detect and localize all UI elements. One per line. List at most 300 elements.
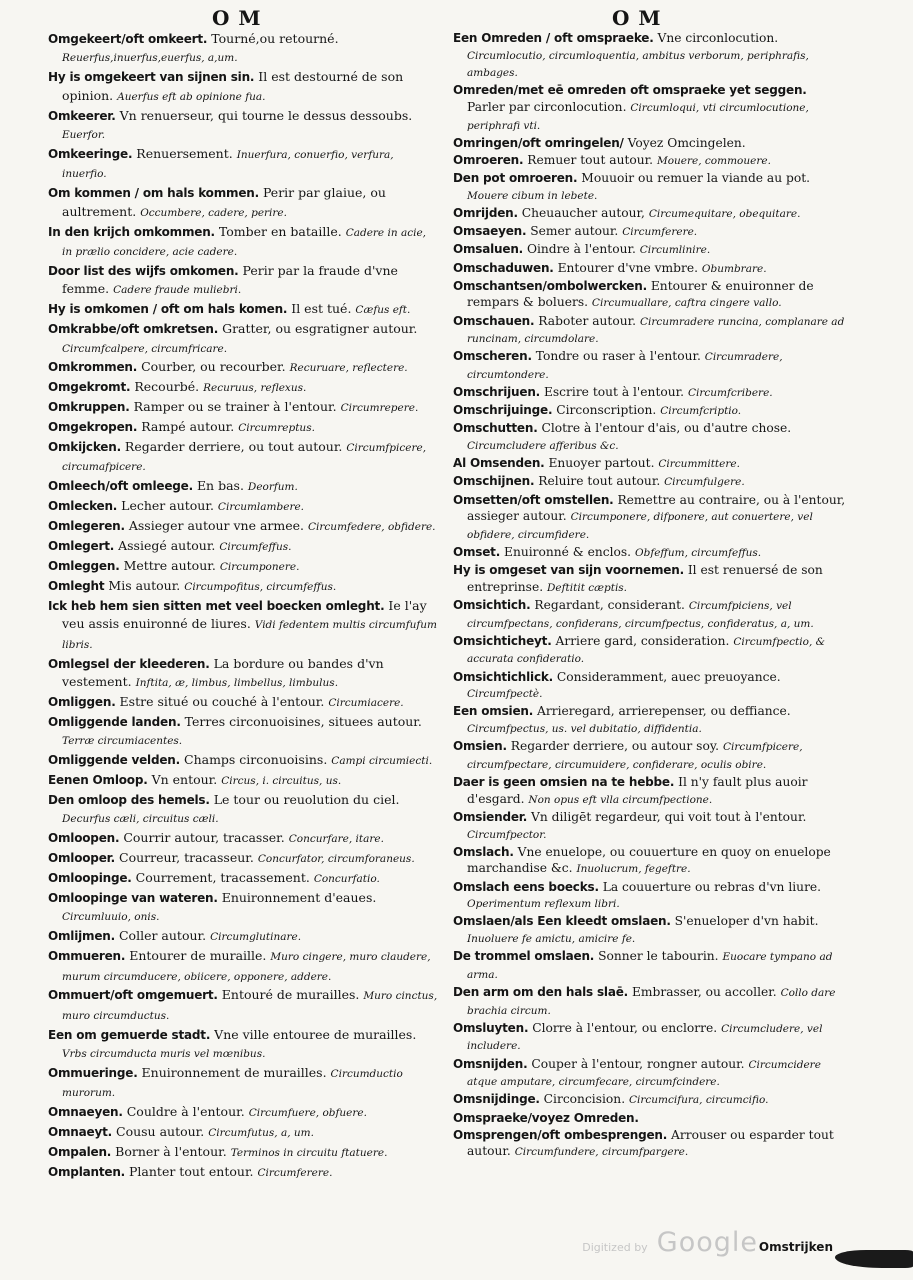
latin-gloss: Circumfpicere, circumfpectare, circumuidere, confiderare, oculis obire.	[467, 741, 803, 771]
dictionary-entry	[453, 1091, 846, 1109]
headword: Omliggende landen.	[48, 714, 181, 729]
headword: Omloopen.	[48, 831, 120, 846]
headword: Omnaeyen.	[48, 1105, 123, 1120]
headword: Omschauen.	[453, 313, 535, 328]
latin-gloss: Concurfator, circumforaneus.	[257, 853, 415, 866]
headword: Omsaeyen.	[453, 224, 527, 239]
french-gloss: Courreur, tracasseur.	[119, 850, 254, 866]
french-gloss: Tourné,ou retourné.	[211, 31, 339, 46]
headword: Omsichticheyt.	[453, 633, 552, 648]
headword: Omsichtich.	[453, 598, 531, 612]
latin-gloss: Inuerfura, conuerfio, verfura, inuerfio.	[62, 148, 394, 181]
french-gloss: Il n'y fault plus auoir d'esgard.	[467, 775, 808, 806]
french-gloss: Entourer d'vne vmbre.	[557, 260, 698, 275]
latin-gloss: Cæfus eft.	[355, 304, 411, 317]
latin-gloss: Circumequitare, obequitare.	[648, 208, 801, 221]
header-right-mark: O M	[612, 6, 662, 30]
latin-gloss: Circummittere.	[658, 458, 740, 471]
french-gloss: Remuer tout autour.	[527, 153, 654, 168]
latin-gloss: Inuolucrum, fegeftre.	[576, 863, 691, 876]
dictionary-entry	[453, 809, 846, 843]
dictionary-entry	[48, 791, 438, 829]
latin-gloss: Campi circumiecti.	[331, 755, 433, 768]
headword: Omloopinge van wateren.	[48, 890, 218, 905]
french-gloss: La couuerture ou rebras d'vn liure.	[602, 879, 822, 894]
headword: Omschrijuen.	[453, 385, 541, 400]
french-gloss: Rampé autour.	[141, 419, 235, 435]
french-gloss: Champs circonuoisins.	[184, 752, 328, 768]
latin-gloss: Circumfeffus.	[219, 541, 292, 554]
latin-gloss: Deorfum.	[247, 481, 298, 494]
french-gloss: Gratter, ou esgratigner autour.	[222, 321, 418, 337]
latin-gloss: Operimentum reflexum libri.	[467, 898, 620, 911]
headword: Omroeren.	[453, 153, 524, 168]
french-gloss: Remettre au contraire, ou à l'entour, assieger autour.	[467, 492, 846, 524]
dictionary-entry	[453, 738, 846, 773]
latin-gloss: Recuruare, reflectere.	[289, 362, 408, 375]
french-gloss: Enuironnement d'eaues.	[221, 889, 377, 905]
headword: Hy is omkomen / oft om hals komen.	[48, 302, 288, 317]
latin-gloss: Circus, i. circuitus, us.	[221, 774, 342, 787]
dictionary-entry	[48, 145, 438, 184]
french-gloss: Vn entour.	[151, 771, 218, 787]
french-gloss: Consideramment, auec preuoyance.	[556, 669, 781, 684]
french-gloss: Couper à l'entour, rongner autour.	[531, 1056, 745, 1071]
latin-gloss: Decurfus cæli, circuitus cæli.	[62, 813, 219, 826]
headword: Omschaduwen.	[453, 260, 554, 275]
latin-gloss: Occumbere, cadere, perire.	[140, 206, 287, 219]
french-gloss: Courrir autour, tracasser.	[123, 830, 285, 846]
headword: Omslaen/als Een kleedt omslaen.	[453, 914, 671, 929]
french-gloss: Il est destourné de son opinion.	[62, 69, 404, 103]
dictionary-entry	[453, 348, 846, 383]
french-gloss: Escrire tout à l'entour.	[543, 385, 685, 400]
latin-gloss: Circumfundere, circumfpargere.	[514, 1146, 689, 1159]
french-gloss: Il est tué.	[291, 301, 352, 317]
latin-gloss: Euocare tympano ad arma.	[467, 951, 833, 981]
headword: Omkeeringe.	[48, 146, 133, 161]
headword: Omslach eens boecks.	[453, 879, 599, 894]
latin-gloss: Circumradere runcina, complanare ad runcinam, circumdolare.	[467, 315, 845, 346]
french-gloss: Enuironné & enclos.	[504, 545, 632, 560]
headword: Omlijmen.	[48, 929, 115, 944]
dictionary-entry	[453, 774, 846, 808]
headword: Omliggende velden.	[48, 753, 181, 768]
headword: Omsetten/oft omstellen.	[453, 492, 614, 507]
french-gloss: Sonner le tabourin.	[598, 949, 719, 964]
dictionary-entry	[453, 30, 846, 82]
headword: Omsnijdinge.	[453, 1092, 540, 1107]
latin-gloss: Circumfutus, a, um.	[208, 1127, 314, 1140]
headword: Omlecken.	[48, 499, 118, 514]
headword: Daer is geen omsien na te hebbe.	[453, 775, 675, 790]
french-gloss: Semer autour.	[530, 224, 619, 239]
latin-gloss: Circumfpectio, & accurata confideratio.	[467, 635, 825, 666]
french-gloss: Oindre à l'entour.	[526, 242, 636, 257]
dictionary-entry	[453, 473, 846, 491]
dictionary-entry	[453, 420, 846, 454]
french-gloss: S'enueloper d'vn habit.	[674, 914, 819, 929]
latin-gloss: Circumlambere.	[217, 501, 305, 514]
watermark-logo-text: Google	[656, 1227, 758, 1258]
french-gloss: Coller autour.	[118, 928, 207, 944]
catchword: Omstrijken	[758, 1240, 833, 1254]
headword: Ommueringe.	[48, 1066, 138, 1081]
latin-gloss: Circumloqui, vti circumlocutione, periphrafi vti.	[467, 102, 809, 132]
dictionary-entry	[453, 1127, 846, 1161]
french-gloss: Estre situé ou couché à l'entour.	[119, 693, 325, 709]
headword: Ompalen.	[48, 1145, 112, 1160]
headword: Hy is omgekeert van sijnen sin.	[48, 70, 255, 85]
latin-gloss: Circumfpectus, us. vel dubitatio, diffidentia.	[467, 723, 702, 736]
latin-gloss: Recuruus, reflexus.	[203, 382, 307, 395]
latin-gloss: Circumfcalpere, circumfricare.	[62, 342, 228, 355]
headword: Door list des wijfs omkomen.	[48, 263, 239, 278]
headword: Omkrommen.	[48, 360, 138, 375]
dictionary-entry	[48, 927, 438, 946]
french-gloss: Embrasser, ou accoller.	[631, 984, 777, 999]
latin-gloss: Circumcludere, vel includere.	[467, 1022, 823, 1053]
dictionary-entry	[453, 1020, 846, 1055]
latin-gloss: Circumlocutio, circumloquentia, ambitus verborum, periphrafis, ambages.	[467, 49, 809, 80]
dictionary-entry	[48, 1064, 438, 1103]
french-gloss: Borner à l'entour.	[115, 1144, 227, 1160]
latin-gloss: Mouere cibum in lebete.	[467, 189, 598, 202]
dictionary-entry	[453, 241, 846, 259]
dictionary-entry	[48, 300, 438, 319]
french-gloss: Clorre à l'entour, ou enclorre.	[532, 1020, 718, 1035]
dictionary-entry	[48, 577, 438, 596]
french-gloss: Ie l'ay veu assis enuironné de liures.	[62, 597, 427, 632]
french-gloss: Cousu autour.	[116, 1124, 205, 1140]
french-gloss: Il est renuersé de son entreprinse.	[467, 563, 823, 594]
headword: Ommueren.	[48, 949, 126, 964]
french-gloss: Raboter autour.	[538, 313, 637, 328]
headword: Omsien.	[453, 739, 507, 754]
french-gloss: Arrouser ou esparder tout autour.	[467, 1127, 834, 1159]
latin-gloss: Circumcidere atque amputare, circumfecare, circumfcindere.	[467, 1058, 821, 1089]
dictionary-entry	[48, 378, 438, 397]
left-column	[48, 30, 438, 1183]
headword: Omset.	[453, 545, 501, 560]
latin-gloss: Cadere fraude muliebri.	[113, 284, 242, 297]
headword: Omgekromt.	[48, 380, 131, 395]
dictionary-entry	[48, 713, 438, 751]
french-gloss: Voyez Omcingelen.	[627, 135, 746, 150]
headword: Omleech/oft omleege.	[48, 479, 193, 494]
headword: Omsnijden.	[453, 1056, 528, 1071]
french-gloss: Vne enuelope, ou couuerture en quoy on enuelope marchandise &c.	[467, 844, 831, 876]
dictionary-entry	[453, 170, 846, 204]
latin-gloss: Collo dare brachia circum.	[467, 986, 836, 1017]
ink-smudge	[835, 1250, 913, 1268]
dictionary-entry	[453, 913, 846, 947]
latin-gloss: Terminos in circuitu ftatuere.	[230, 1147, 388, 1160]
page-header	[0, 6, 913, 32]
headword: Omloopinge.	[48, 870, 132, 885]
french-gloss: Le tour ou reuolution du ciel.	[213, 791, 400, 807]
dictionary-entry	[48, 849, 438, 868]
right-column	[453, 30, 846, 1162]
dictionary-entry	[453, 402, 846, 420]
headword: Een Omreden / oft omspraeke.	[453, 31, 654, 45]
headword: Een om gemuerde stadt.	[48, 1027, 211, 1042]
dictionary-entry	[453, 879, 846, 913]
latin-gloss: Circumfpicere, circumafpicere.	[62, 442, 427, 474]
dictionary-entry	[48, 655, 438, 693]
latin-gloss: Concurfatio.	[313, 872, 380, 885]
dictionary-entry	[48, 418, 438, 437]
dictionary-entry	[453, 135, 846, 152]
french-gloss: Vne ville entouree de murailles.	[214, 1026, 417, 1042]
french-gloss: Courber, ou recourber.	[141, 359, 286, 375]
headword: Omschantsen/ombolwercken.	[453, 278, 647, 293]
french-gloss: Parler par circonlocution.	[467, 100, 627, 115]
latin-gloss: Circumuallare, caftra cingere vallo.	[591, 297, 782, 310]
dictionary-entry	[48, 30, 438, 68]
latin-gloss: Vrbs circumducta muris vel mœnibus.	[62, 1048, 266, 1061]
headword: Den pot omroeren.	[453, 171, 578, 186]
latin-gloss: Non opus eft vlla circumfpectione.	[528, 793, 713, 806]
headword: Eenen Omloop.	[48, 772, 148, 787]
french-gloss: En bas.	[196, 478, 244, 494]
latin-gloss: Circumreptus.	[238, 422, 315, 435]
french-gloss: Vn renuerseur, qui tourne le dessus dessoubs.	[119, 107, 413, 123]
dictionary-entry	[453, 1056, 846, 1091]
french-gloss: Regardant, considerant.	[534, 598, 685, 612]
headword: Al Omsenden.	[453, 456, 545, 471]
dictionary-entry	[48, 262, 438, 300]
headword: In den krijch omkommen.	[48, 224, 215, 239]
french-gloss: Arrieregard, arrierepenser, ou deffiance.	[537, 704, 791, 719]
latin-gloss: Mouere, commouere.	[656, 155, 771, 168]
headword: Ick heb hem sien sitten met veel boecken omleght.	[48, 598, 385, 613]
latin-gloss: Muro cinctus, muro circumductus.	[62, 990, 438, 1022]
dictionary-entry	[453, 562, 846, 596]
french-gloss: Arriere gard, consideration.	[555, 633, 730, 648]
french-gloss: Tondre ou raser à l'entour.	[535, 349, 701, 364]
dictionary-entry	[453, 544, 846, 562]
dictionary-entry	[48, 557, 438, 576]
headword: Omsichtichlick.	[453, 669, 554, 684]
headword: Omkijcken.	[48, 440, 121, 455]
latin-gloss: Circumductio murorum.	[62, 1068, 403, 1100]
french-gloss: Couldre à l'entour.	[126, 1104, 245, 1120]
latin-gloss: Reuerfus,inuerfus,euerfus, a,um.	[62, 52, 238, 65]
dictionary-entry	[48, 1163, 438, 1182]
headword: Hy is omgeset van sijn voornemen.	[453, 563, 684, 578]
dictionary-entry	[48, 986, 438, 1025]
headword: Omschijnen.	[453, 474, 535, 489]
latin-gloss: Circumrepere.	[340, 402, 419, 415]
dictionary-entry	[48, 184, 438, 222]
latin-gloss: Circumfpiciens, vel circumfpectans, confiderans, circumfpectus, confideratus, a, um.	[467, 600, 814, 630]
dictionary-entry	[48, 1103, 438, 1122]
latin-gloss: Circumponere.	[219, 560, 300, 573]
latin-gloss: Circumcludere afferibus &c.	[467, 440, 619, 453]
latin-gloss: Circumfpector.	[467, 828, 547, 841]
dictionary-entry	[48, 223, 438, 262]
latin-gloss: Circumferere.	[622, 226, 698, 239]
headword: Omkruppen.	[48, 400, 130, 415]
dictionary-entry	[48, 497, 438, 516]
headword: Omschrijuinge.	[453, 403, 553, 418]
latin-gloss: Circumfuere, obfuere.	[248, 1107, 367, 1120]
headword: Den omloop des hemels.	[48, 792, 210, 807]
french-gloss: Entourer de muraille.	[129, 948, 267, 964]
dictionary-entry	[48, 947, 438, 986]
dictionary-entry	[453, 948, 846, 983]
french-gloss: Lecher autour.	[121, 498, 214, 514]
dictionary-entry	[453, 384, 846, 402]
headword: Den arm om den hals slaē.	[453, 984, 629, 999]
french-gloss: Enuoyer partout.	[548, 456, 655, 471]
latin-gloss: Circumferere.	[257, 1167, 333, 1180]
dictionary-entry	[48, 829, 438, 848]
headword: Omringen/oft omringelen/	[453, 135, 624, 150]
latin-gloss: Auerfus eft ab opinione fua.	[117, 90, 266, 103]
dictionary-entry	[48, 68, 438, 106]
french-gloss: Circonscription.	[556, 403, 657, 418]
dictionary-entry	[48, 1123, 438, 1142]
french-gloss: Clotre à l'entour d'ais, ou d'autre chose.	[541, 421, 792, 436]
latin-gloss: Circumpofitus, circumfeffus.	[184, 580, 337, 593]
latin-gloss: Muro cingere, muro claudere, murum circumducere, obiicere, opponere, addere.	[62, 951, 431, 983]
latin-gloss: Circumiacere.	[328, 696, 404, 709]
dictionary-entry	[453, 82, 846, 134]
dictionary-entry	[453, 597, 846, 632]
headword: Omschutten.	[453, 421, 538, 436]
headword: Omsluyten.	[453, 1020, 529, 1035]
dictionary-entry	[453, 223, 846, 241]
digitized-watermark	[582, 1227, 758, 1258]
headword: Omlegsel der kleederen.	[48, 656, 210, 671]
french-gloss: Courrement, tracassement.	[135, 869, 310, 885]
dictionary-entry	[453, 492, 846, 544]
french-gloss: Enuironnement de murailles.	[141, 1065, 327, 1081]
headword: Omlegert.	[48, 539, 115, 554]
french-gloss: Renuersement.	[136, 145, 233, 161]
headword: Omnaeyt.	[48, 1125, 113, 1140]
dictionary-entry	[48, 107, 438, 145]
french-gloss: Regarder derriere, ou autour soy.	[510, 739, 720, 754]
headword: Omslach.	[453, 844, 514, 859]
latin-gloss: Obumbrare.	[701, 262, 767, 275]
dictionary-entry	[453, 205, 846, 223]
dictionary-entry	[453, 152, 846, 170]
dictionary-entry	[48, 1143, 438, 1162]
dictionary-entry	[453, 703, 846, 737]
dictionary-entry	[453, 278, 846, 312]
dictionary-entry	[48, 517, 438, 536]
french-gloss: Mettre autour.	[123, 557, 216, 573]
headword: Omliggen.	[48, 694, 116, 709]
dictionary-entry	[48, 751, 438, 770]
headword: Omlooper.	[48, 851, 116, 866]
headword: Omscheren.	[453, 349, 532, 364]
dictionary-entry	[48, 398, 438, 417]
french-gloss: Entourer & enuironner de rempars & boluers.	[467, 278, 814, 310]
french-gloss: Assiegé autour.	[118, 538, 216, 554]
latin-gloss: Circumfpectè.	[467, 688, 543, 701]
dictionary-entry	[453, 260, 846, 278]
french-gloss: Entouré de murailles.	[221, 987, 360, 1003]
dictionary-entry	[48, 438, 438, 477]
french-gloss: Terres circonuoisines, situees autour.	[184, 713, 422, 729]
latin-gloss: Circumradere, circumtondere.	[467, 351, 783, 381]
latin-gloss: Circumcifura, circumcifio.	[629, 1094, 769, 1107]
headword: De trommel omslaen.	[453, 949, 595, 964]
headword: Omleght	[48, 578, 105, 593]
latin-gloss: Vidi fedentem multis circumfufum libris.	[62, 619, 437, 651]
french-gloss: Assieger autour vne armee.	[128, 518, 305, 534]
french-gloss: Ramper ou se trainer à l'entour.	[133, 399, 337, 415]
latin-gloss: Circumponere, difponere, aut conuertere, vel obfidere, circumfidere.	[467, 511, 813, 541]
dictionary-entry	[48, 320, 438, 358]
dictionary-entry	[453, 669, 846, 703]
french-gloss: Perir par la fraude d'vne femme.	[62, 262, 398, 297]
headword: Omsprengen/oft ombesprengen.	[453, 1127, 668, 1142]
french-gloss: Tomber en bataille.	[218, 223, 342, 239]
french-gloss: Recourbé.	[134, 379, 200, 395]
dictionary-entry	[48, 597, 438, 654]
french-gloss: Vn diligēt regardeur, qui voit tout à l'entour.	[531, 809, 807, 824]
headword: Omleggen.	[48, 558, 120, 573]
headword: Omgekeert/oft omkeert.	[48, 32, 208, 46]
headword: Omgekropen.	[48, 420, 138, 435]
french-gloss: Vne circonlocution.	[657, 31, 779, 45]
latin-gloss: Circumluuio, onis.	[62, 911, 160, 924]
latin-gloss: Obfeffum, circumfeffus.	[634, 547, 762, 560]
headword: Omspraeke/voyez Omreden.	[453, 1110, 639, 1125]
headword: Een omsien.	[453, 704, 534, 719]
dictionary-entry	[48, 358, 438, 377]
dictionary-entry	[48, 771, 438, 790]
latin-gloss: Inftita, æ, limbus, limbellus, limbulus.	[135, 676, 339, 689]
dictionary-entry	[453, 313, 846, 348]
french-gloss: Mouuoir ou remuer la viande au pot.	[581, 171, 811, 186]
dictionary-entry	[453, 984, 846, 1019]
latin-gloss: Circumfcribere.	[687, 387, 773, 400]
header-left-mark: O M	[212, 6, 262, 30]
headword: Om kommen / om hals kommen.	[48, 186, 259, 201]
french-gloss: Cheuaucher autour,	[521, 206, 645, 221]
headword: Omreden/met eē omreden oft omspraeke yet seggen.	[453, 83, 807, 98]
french-gloss: Circoncision.	[543, 1092, 626, 1107]
headword: Ommuert/oft omgemuert.	[48, 988, 218, 1003]
dictionary-entry	[48, 1026, 438, 1064]
headword: Omsaluen.	[453, 242, 524, 257]
latin-gloss: Circumfulgere.	[664, 476, 745, 489]
latin-gloss: Euerfor.	[62, 129, 106, 142]
dictionary-entry	[453, 455, 846, 473]
dictionary-entry	[453, 844, 846, 878]
dictionary-entry	[48, 693, 438, 712]
dictionary-entry	[48, 889, 438, 927]
dictionary-entry	[48, 477, 438, 496]
french-gloss: Regarder derriere, ou tout autour.	[124, 439, 343, 455]
latin-gloss: Concurfare, itare.	[288, 833, 384, 846]
dictionary-entry	[453, 633, 846, 668]
dictionary-entry	[453, 1110, 846, 1127]
watermark-small-text: Digitized by	[582, 1241, 648, 1254]
dictionary-entry	[48, 537, 438, 556]
latin-gloss: Circumlinire.	[639, 244, 711, 257]
french-gloss: La bordure ou bandes d'vn vestement.	[62, 655, 384, 689]
french-gloss: Perir par glaiue, ou aultrement.	[62, 185, 386, 219]
latin-gloss: Deftitit cæptis.	[547, 581, 628, 594]
french-gloss: Planter tout entour.	[129, 1164, 254, 1180]
